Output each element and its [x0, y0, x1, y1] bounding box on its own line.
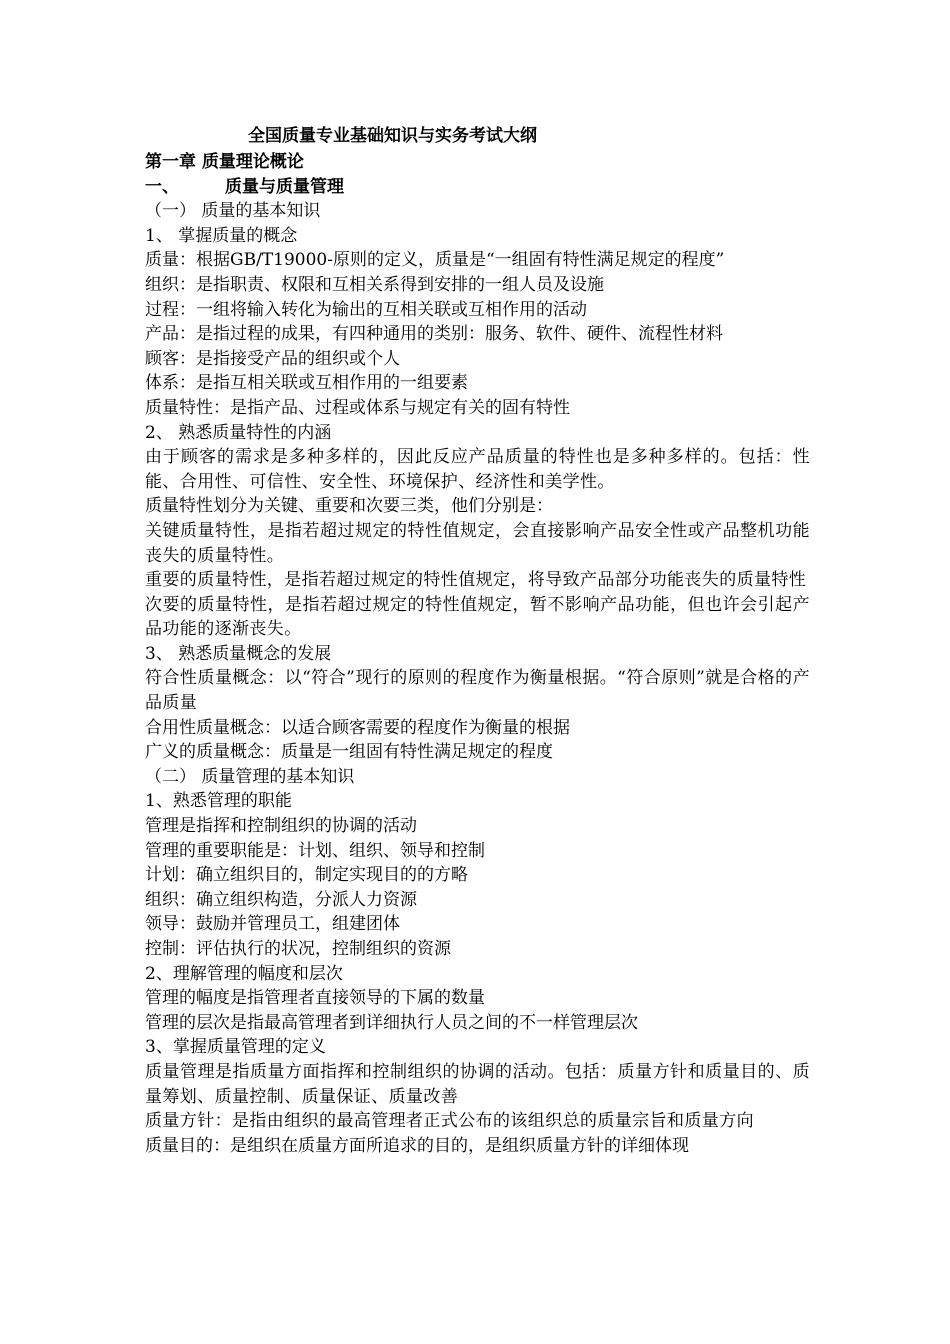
- text-line: 产品：是指过程的成果，有四种通用的类别：服务、软件、硬件、流程性材料: [145, 324, 723, 345]
- document-page: [145, 123, 810, 1158]
- paragraph: 符合性质量概念：以“符合”现行的原则的程度作为衡量根据。“符合原则”就是合格的产品质量: [145, 668, 810, 714]
- item-heading: 3、掌握质量管理的定义: [145, 1037, 326, 1058]
- text-line: 管理的幅度是指管理者直接领导的下属的数量: [145, 988, 485, 1009]
- text-line: 管理是指挥和控制组织的协调的活动: [145, 816, 417, 837]
- item-heading: 1、 掌握质量的概念: [145, 225, 298, 246]
- text-line: 合用性质量概念：以适合顾客需要的程度作为衡量的根据: [145, 717, 570, 738]
- text-line: 体系：是指互相关联或互相作用的一组要素: [145, 373, 468, 394]
- paragraph: 质量方针：是指由组织的最高管理者正式公布的该组织总的质量宗旨和质量方向: [145, 1111, 754, 1132]
- section-title: 质量与质量管理: [225, 176, 344, 197]
- text-line: 领导：鼓励并管理员工，组建团体: [145, 914, 400, 935]
- text-line: 过程：一组将输入转化为输出的互相关联或互相作用的活动: [145, 299, 587, 320]
- chapter-heading: 第一章 质量理论概论: [145, 152, 304, 172]
- paragraph: 次要的质量特性，是指若超过规定的特性值规定，暂不影响产品功能，但也许会引起产品功能的逐渐丧失。: [145, 594, 810, 640]
- text-line: 组织：确立组织构造，分派人力资源: [145, 889, 417, 910]
- text-line: 质量特性划分为关键、重要和次要三类，他们分别是：: [145, 496, 553, 517]
- text-line: 广义的质量概念：质量是一组固有特性满足规定的程度: [145, 742, 553, 763]
- paragraph: 重要的质量特性，是指若超过规定的特性值规定，将导致产品部分功能丧失的质量特性: [145, 570, 807, 591]
- section-heading: [145, 175, 810, 200]
- subsection-heading: （二） 质量管理的基本知识: [145, 766, 355, 787]
- text-line: 组织：是指职责、权限和互相关系得到安排的一组人员及设施: [145, 274, 604, 295]
- paragraph: 关键质量特性，是指若超过规定的特性值规定，会直接影响产品安全性或产品整机功能丧失的质量特性。: [145, 520, 810, 566]
- text-line: 质量特性：是指产品、过程或体系与规定有关的固有特性: [145, 397, 570, 418]
- text-line: 顾客：是指接受产品的组织或个人: [145, 348, 400, 369]
- item-heading: 1、熟悉管理的职能: [145, 791, 292, 812]
- item-heading: 2、 熟悉质量特性的内涵: [145, 422, 332, 443]
- subsection-heading: （一） 质量的基本知识: [145, 201, 321, 222]
- document-title: 全国质量专业基础知识与实务考试大纲: [248, 126, 537, 146]
- text-line: 质量目的：是组织在质量方面所追求的目的，是组织质量方针的详细体现: [145, 1135, 689, 1156]
- paragraph: 由于顾客的需求是多种多样的，因此反应产品质量的特性也是多种多样的。包括：性能、合用性、可信性、安全性、环境保护、经济性和美学性。: [145, 447, 810, 492]
- item-heading: 3、 熟悉质量概念的发展: [145, 643, 332, 664]
- text-line: 计划：确立组织目的，制定实现目的的方略: [145, 865, 468, 886]
- text-line: 管理的重要职能是：计划、组织、领导和控制: [145, 840, 485, 861]
- paragraph: 质量管理是指质量方面指挥和控制组织的协调的活动。包括：质量方针和质量目的、质量筹划、质量控制、质量保证、质量改善: [145, 1061, 810, 1107]
- section-number: 一、: [145, 176, 179, 197]
- text-line: 管理的层次是指最高管理者到详细执行人员之间的不一样管理层次: [145, 1012, 638, 1033]
- item-heading: 2、理解管理的幅度和层次: [145, 963, 343, 984]
- text-line: 质量：根据GB/T19000-原则的定义，质量是“一组固有特性满足规定的程度”: [145, 250, 725, 271]
- text-line: 控制：评估执行的状况，控制组织的资源: [145, 939, 451, 959]
